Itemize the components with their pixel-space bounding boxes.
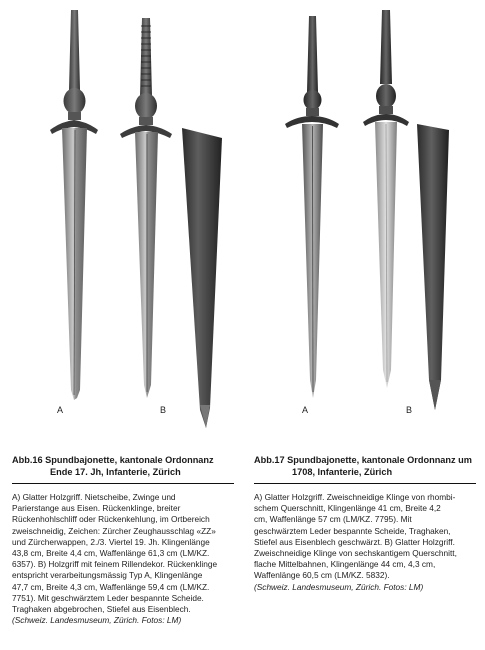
figure-16-text-line: A) Glatter Holzgriff. Nietscheibe, Zwinge und <box>12 492 176 502</box>
figure-17-label-a: A <box>302 405 309 415</box>
figure-17-description <box>254 492 484 593</box>
figure-17-text-line: geschwärztem Leder bespannte Scheide, Traghaken, <box>254 525 451 536</box>
figure-16-text-line: entspricht verarbeitungsmässig Typ A, Klingenlänge <box>12 570 203 581</box>
figure-16-text-line: 43,8 cm, Breite 4,4 cm, Waffenlänge 61,3 cm (LM/KZ. <box>12 548 210 559</box>
bayonet-16b <box>120 18 172 398</box>
figure-16-source: (Schweiz. Landesmuseum, Zürich. Fotos: LM) <box>12 615 182 626</box>
figure-17-text-line: flache Mittelbahnen, Klingenlänge 44 cm, 4,3 cm, <box>254 559 436 570</box>
figure-16-text-line: 47,7 cm, Breite 4,3 cm, Waffenlänge 59,4 cm (LM/KZ. <box>12 581 210 592</box>
figure-16-label-b: B <box>160 405 167 415</box>
figure-16-text-line: 6357). B) Holzgriff mit feinem Rillendekor. Rückenklinge <box>12 559 218 570</box>
figure-17-text-line: Zweischneidige Klinge von sechskantigem Querschnitt, <box>254 548 457 559</box>
figure-17-text-line: cm, Waffenlänge 57 cm (LM/KZ. 7795). Mit <box>254 514 412 525</box>
figure-16-text-line: Traghaken abgebrochen, Stiefel aus Eisenblech. <box>12 604 191 615</box>
figure-16-title <box>12 455 237 478</box>
figure-17-text-line: A) Glatter Holzgriff. Zweischneidige Klinge von rhombi- <box>254 492 456 502</box>
figure-17-title-line-1: Abb.17 Spundbajonette, kantonale Ordonnanz um <box>254 455 472 465</box>
figure-16-text-line: Rückenhohlschliff oder Rückenkehlung, im Ortbereich <box>12 514 210 525</box>
figure-17-title-line-2: 1708, Infanterie, Zürich <box>292 466 393 477</box>
scabbard-17 <box>417 124 449 410</box>
figure-16-text-line: Parierstange aus Eisen. Rückenklinge, breiter <box>12 503 181 514</box>
figure-17-divider <box>254 483 476 484</box>
figure-16-label-a: A <box>57 405 64 415</box>
bayonet-17a <box>285 16 339 398</box>
figure-16-title-line-1: Abb.16 Spundbajonette, kantonale Ordonnanz <box>12 455 214 465</box>
scabbard-16 <box>182 128 222 428</box>
figure-17-text-line: schem Querschnitt, Klingenlänge 41 cm, Breite 4,2 <box>254 503 441 514</box>
figure-16-description <box>12 492 240 626</box>
figure-17-source: (Schweiz. Landesmuseum, Zürich. Fotos: LM) <box>254 581 424 592</box>
figure-17-text-line: Stiefel aus Eisenblech geschwärzt. B) Glatter Holzgriff. <box>254 536 455 547</box>
figure-16-title-line-2: Ende 17. Jh, Infanterie, Zürich <box>50 466 181 477</box>
figure-16-photo <box>0 0 240 440</box>
figure-17-text-line: Waffenlänge 60,5 cm (LM/KZ. 5832). <box>254 570 390 581</box>
figure-16-text-line: zweischneidig, Zeichen: Zürcher Zeughausschlag «ZZ» <box>12 525 216 536</box>
figure-17-title <box>254 455 482 478</box>
bayonet-17b <box>363 10 409 388</box>
figure-16-text-line: 7751). Mit geschwärztem Leder bespannte Scheide. <box>12 592 204 603</box>
figure-17-photo <box>245 0 485 440</box>
figure-16-divider <box>12 483 234 484</box>
figure-16-text-line: und Zürcherwappen, 2./3. Viertel 19. Jh. Klingenlänge <box>12 536 210 547</box>
figure-17-label-b: B <box>406 405 413 415</box>
bayonet-16a <box>50 10 98 400</box>
